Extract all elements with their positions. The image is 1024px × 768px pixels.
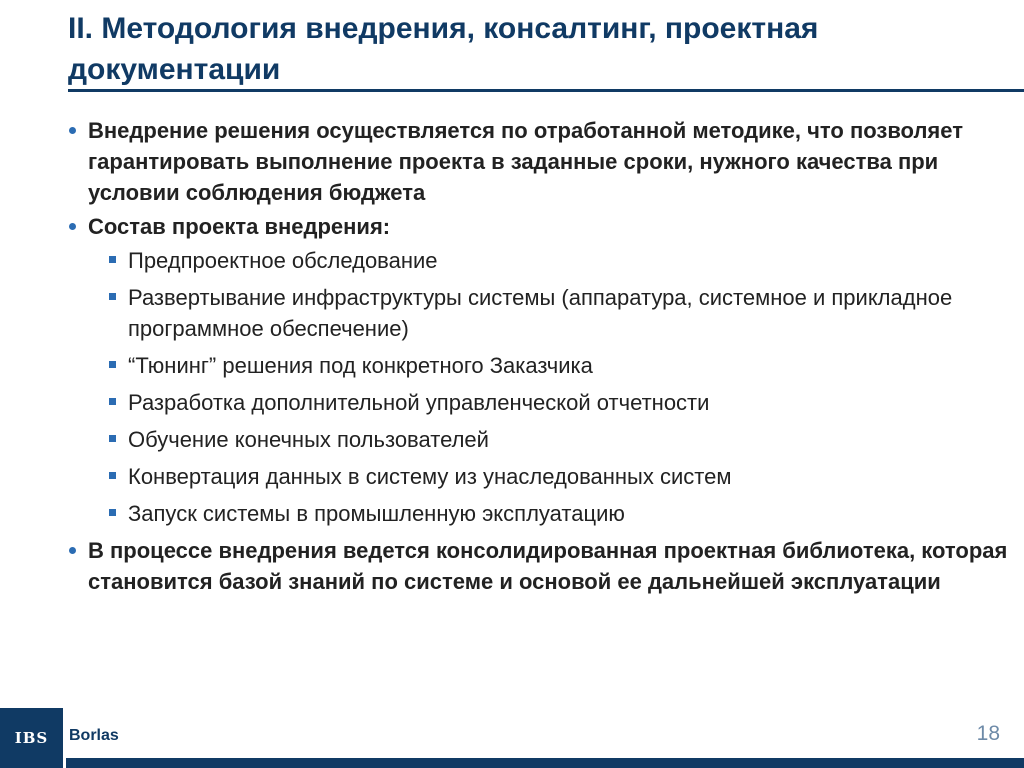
ibs-logo xyxy=(0,708,63,768)
list-item-solution-tuning xyxy=(106,350,1008,381)
bullet-text: Внедрение решения осуществляется по отработанной методике, что позволяет гарантировать выполнение проекта в заданные сроки, нужного качества при условии соблюдения бюджета xyxy=(88,118,963,205)
list-item-user-training xyxy=(106,424,1008,455)
footer-band xyxy=(0,758,1024,768)
slide-title: II. Методология внедрения, консалтинг, проектная документации xyxy=(68,12,819,86)
list-item-data-conversion xyxy=(106,461,1008,492)
square-bullet-icon xyxy=(109,435,116,442)
list-item-text: Запуск системы в промышленную эксплуатацию xyxy=(128,501,625,526)
list-item-text: “Тюнинг” решения под конкретного Заказчика xyxy=(128,353,593,378)
square-bullet-icon xyxy=(109,509,116,516)
bullet-dot-icon xyxy=(69,127,76,134)
list-item-text: Предпроектное обследование xyxy=(128,248,438,273)
list-item-text: Обучение конечных пользователей xyxy=(128,427,489,452)
bullet-project-library xyxy=(68,535,1008,597)
list-item-system-launch xyxy=(106,498,1008,529)
list-item-preproject-survey xyxy=(106,245,1008,276)
bullet-dot-icon xyxy=(69,223,76,230)
square-bullet-icon xyxy=(109,472,116,479)
list-item-reporting-development xyxy=(106,387,1008,418)
square-bullet-icon xyxy=(109,256,116,263)
bullet-dot-icon xyxy=(69,547,76,554)
title-divider xyxy=(68,89,1024,92)
logo-text: IBS xyxy=(14,729,49,747)
company-name: Borlas xyxy=(69,727,119,744)
logo-divider xyxy=(63,708,66,768)
slide-content xyxy=(68,115,1008,600)
bullet-text: Состав проекта внедрения: xyxy=(88,214,391,239)
square-bullet-icon xyxy=(109,398,116,405)
square-bullet-icon xyxy=(109,361,116,368)
bullet-project-composition xyxy=(68,211,1008,242)
list-item-text: Конвертация данных в систему из унаследованных систем xyxy=(128,464,732,489)
list-item-infrastructure-deployment xyxy=(106,282,1008,344)
page-number: 18 xyxy=(976,722,1000,745)
list-item-text: Развертывание инфраструктуры системы (аппаратура, системное и прикладное программное обеспечение) xyxy=(128,285,953,341)
project-stages-list xyxy=(106,245,1008,529)
bullet-text: В процессе внедрения ведется консолидированная проектная библиотека, которая становится базой знаний по системе и основой ее дальнейшей эксплуатации xyxy=(88,538,1008,594)
square-bullet-icon xyxy=(109,293,116,300)
list-item-text: Разработка дополнительной управленческой отчетности xyxy=(128,390,710,415)
bullet-implementation-method xyxy=(68,115,1008,208)
